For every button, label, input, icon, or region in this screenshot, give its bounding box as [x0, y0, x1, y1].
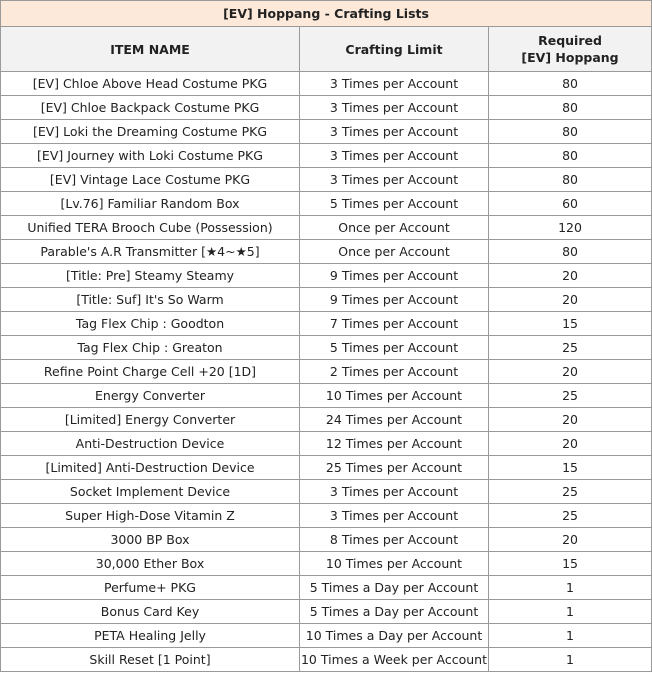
table-row — [1, 144, 652, 168]
item-name-cell: Perfume+ PKG — [1, 576, 300, 600]
required-amount-cell: 120 — [489, 216, 652, 240]
table-row — [1, 120, 652, 144]
table-row — [1, 576, 652, 600]
item-name-cell: [Lv.76] Familiar Random Box — [1, 192, 300, 216]
table-row — [1, 648, 652, 672]
required-amount-cell: 80 — [489, 96, 652, 120]
table-row — [1, 240, 652, 264]
item-name-cell: Skill Reset [1 Point] — [1, 648, 300, 672]
header-crafting-limit: Crafting Limit — [300, 27, 489, 72]
item-name-cell: 30,000 Ether Box — [1, 552, 300, 576]
required-amount-cell: 20 — [489, 408, 652, 432]
table-row — [1, 168, 652, 192]
header-required — [489, 27, 652, 72]
required-amount-cell: 80 — [489, 168, 652, 192]
item-name-cell: Unified TERA Brooch Cube (Possession) — [1, 216, 300, 240]
item-name-cell: Parable's A.R Transmitter [★4~★5] — [1, 240, 300, 264]
crafting-limit-cell: 3 Times per Account — [300, 480, 489, 504]
crafting-limit-cell: 9 Times per Account — [300, 288, 489, 312]
table-row — [1, 384, 652, 408]
table-title-row — [1, 1, 652, 27]
item-name-cell: Anti-Destruction Device — [1, 432, 300, 456]
crafting-limit-cell: 10 Times per Account — [300, 552, 489, 576]
crafting-limit-cell: 3 Times per Account — [300, 168, 489, 192]
item-name-cell: 3000 BP Box — [1, 528, 300, 552]
table-header-row — [1, 27, 652, 72]
table-row — [1, 264, 652, 288]
item-name-cell: [Title: Pre] Steamy Steamy — [1, 264, 300, 288]
crafting-limit-cell: 2 Times per Account — [300, 360, 489, 384]
item-name-cell: [Limited] Energy Converter — [1, 408, 300, 432]
required-amount-cell: 20 — [489, 432, 652, 456]
required-amount-cell: 80 — [489, 72, 652, 96]
required-amount-cell: 80 — [489, 120, 652, 144]
item-name-cell: [EV] Journey with Loki Costume PKG — [1, 144, 300, 168]
crafting-limit-cell: 5 Times a Day per Account — [300, 576, 489, 600]
crafting-limit-cell: Once per Account — [300, 240, 489, 264]
crafting-limit-cell: 7 Times per Account — [300, 312, 489, 336]
crafting-limit-cell: 10 Times per Account — [300, 384, 489, 408]
required-amount-cell: 1 — [489, 600, 652, 624]
required-amount-cell: 80 — [489, 144, 652, 168]
item-name-cell: [EV] Chloe Above Head Costume PKG — [1, 72, 300, 96]
table-row — [1, 216, 652, 240]
item-name-cell: Energy Converter — [1, 384, 300, 408]
table-row — [1, 456, 652, 480]
crafting-limit-cell: 3 Times per Account — [300, 72, 489, 96]
crafting-limit-cell: 24 Times per Account — [300, 408, 489, 432]
required-amount-cell: 20 — [489, 288, 652, 312]
required-amount-cell: 20 — [489, 360, 652, 384]
item-name-cell: Tag Flex Chip : Goodton — [1, 312, 300, 336]
required-amount-cell: 25 — [489, 336, 652, 360]
table-title: [EV] Hoppang - Crafting Lists — [1, 1, 652, 27]
crafting-limit-cell: 9 Times per Account — [300, 264, 489, 288]
required-amount-cell: 15 — [489, 552, 652, 576]
item-name-cell: [EV] Chloe Backpack Costume PKG — [1, 96, 300, 120]
crafting-limit-cell: 5 Times per Account — [300, 192, 489, 216]
crafting-limit-cell: 5 Times per Account — [300, 336, 489, 360]
table-row — [1, 504, 652, 528]
required-amount-cell: 1 — [489, 648, 652, 672]
table-row — [1, 624, 652, 648]
table-row — [1, 72, 652, 96]
required-amount-cell: 25 — [489, 480, 652, 504]
item-name-cell: Socket Implement Device — [1, 480, 300, 504]
crafting-limit-cell: 5 Times a Day per Account — [300, 600, 489, 624]
item-name-cell: [Limited] Anti-Destruction Device — [1, 456, 300, 480]
crafting-limit-cell: 3 Times per Account — [300, 144, 489, 168]
crafting-limit-cell: 3 Times per Account — [300, 96, 489, 120]
item-name-cell: Super High-Dose Vitamin Z — [1, 504, 300, 528]
item-name-cell: [EV] Loki the Dreaming Costume PKG — [1, 120, 300, 144]
item-name-cell: Bonus Card Key — [1, 600, 300, 624]
required-amount-cell: 1 — [489, 576, 652, 600]
crafting-limit-cell: Once per Account — [300, 216, 489, 240]
table-body — [1, 72, 652, 672]
item-name-cell: Tag Flex Chip : Greaton — [1, 336, 300, 360]
table-row — [1, 192, 652, 216]
table-row — [1, 408, 652, 432]
table-row — [1, 480, 652, 504]
table-row — [1, 288, 652, 312]
table-row — [1, 360, 652, 384]
table-row — [1, 312, 652, 336]
required-amount-cell: 60 — [489, 192, 652, 216]
crafting-limit-cell: 10 Times a Week per Account — [300, 648, 489, 672]
required-amount-cell: 15 — [489, 456, 652, 480]
required-amount-cell: 20 — [489, 528, 652, 552]
item-name-cell: PETA Healing Jelly — [1, 624, 300, 648]
crafting-limit-cell: 25 Times per Account — [300, 456, 489, 480]
header-required-line2: [EV] Hoppang — [521, 50, 619, 65]
required-amount-cell: 1 — [489, 624, 652, 648]
table-row — [1, 336, 652, 360]
table-row — [1, 96, 652, 120]
item-name-cell: [Title: Suf] It's So Warm — [1, 288, 300, 312]
crafting-limit-cell: 3 Times per Account — [300, 120, 489, 144]
required-amount-cell: 80 — [489, 240, 652, 264]
item-name-cell: [EV] Vintage Lace Costume PKG — [1, 168, 300, 192]
required-amount-cell: 25 — [489, 504, 652, 528]
crafting-limit-cell: 3 Times per Account — [300, 504, 489, 528]
required-amount-cell: 25 — [489, 384, 652, 408]
required-amount-cell: 20 — [489, 264, 652, 288]
header-required-line1: Required — [538, 33, 602, 48]
table-row — [1, 552, 652, 576]
table-row — [1, 600, 652, 624]
item-name-cell: Refine Point Charge Cell +20 [1D] — [1, 360, 300, 384]
crafting-limit-cell: 10 Times a Day per Account — [300, 624, 489, 648]
crafting-limit-cell: 8 Times per Account — [300, 528, 489, 552]
table-row — [1, 432, 652, 456]
table-row — [1, 528, 652, 552]
crafting-limit-cell: 12 Times per Account — [300, 432, 489, 456]
required-amount-cell: 15 — [489, 312, 652, 336]
header-item-name: ITEM NAME — [1, 27, 300, 72]
